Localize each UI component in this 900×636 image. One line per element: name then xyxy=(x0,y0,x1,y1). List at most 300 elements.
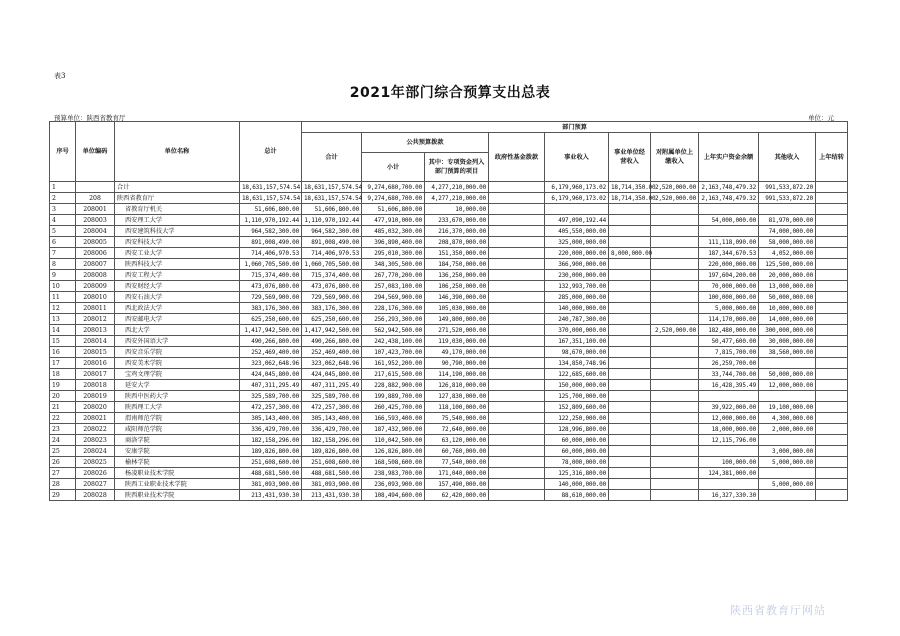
cell-other: 50,000,000.00 xyxy=(759,292,816,303)
cell-gov xyxy=(489,402,545,413)
cell-gov xyxy=(489,413,545,424)
cell-business: 8,000,000.00 xyxy=(609,248,651,259)
cell-seq: 6 xyxy=(50,237,76,248)
cell-seq: 16 xyxy=(50,347,76,358)
cell-code: 208022 xyxy=(76,424,115,435)
cell-code: 208003 xyxy=(76,215,115,226)
cell-total: 325,589,700.00 xyxy=(240,391,302,402)
cell-last xyxy=(816,248,848,259)
cell-name: 西安音乐学院 xyxy=(115,347,240,358)
cell-total: 336,429,700.00 xyxy=(240,424,302,435)
cell-special: 105,030,000.00 xyxy=(425,303,489,314)
cell-career: 98,670,000.00 xyxy=(545,347,609,358)
budget-unit-label: 预算单位：陕西省教育厅 xyxy=(54,114,126,122)
col-header-other-income: 其他收入 xyxy=(759,133,816,182)
table-row xyxy=(50,347,848,358)
table-row xyxy=(50,325,848,336)
cell-balance: 2,163,748,479.32 xyxy=(699,193,759,204)
cell-other: 19,100,000.00 xyxy=(759,402,816,413)
cell-name: 陕西工业职业技术学院 xyxy=(115,479,240,490)
cell-code: 208009 xyxy=(76,281,115,292)
cell-business xyxy=(609,336,651,347)
cell-name: 陕西科技大学 xyxy=(115,259,240,270)
cell-subord xyxy=(651,259,699,270)
table-row xyxy=(50,380,848,391)
cell-subtotal: 18,631,157,574.54 xyxy=(302,182,362,193)
cell-career: 497,090,192.44 xyxy=(545,215,609,226)
cell-special: 233,670,000.00 xyxy=(425,215,489,226)
cell-other: 2,000,000.00 xyxy=(759,424,816,435)
cell-business xyxy=(609,281,651,292)
table-row xyxy=(50,237,848,248)
cell-xiaoji: 161,952,200.00 xyxy=(362,358,425,369)
cell-career: 140,000,000.00 xyxy=(545,303,609,314)
cell-subtotal: 714,406,970.53 xyxy=(302,248,362,259)
cell-business xyxy=(609,402,651,413)
cell-name: 西安工程大学 xyxy=(115,270,240,281)
cell-business xyxy=(609,215,651,226)
cell-code: 208006 xyxy=(76,248,115,259)
cell-special: 77,540,000.00 xyxy=(425,457,489,468)
cell-business xyxy=(609,369,651,380)
cell-subord xyxy=(651,347,699,358)
cell-code: 208 xyxy=(76,193,115,204)
cell-xiaoji: 477,910,000.00 xyxy=(362,215,425,226)
cell-special: 62,420,000.00 xyxy=(425,490,489,501)
cell-seq: 8 xyxy=(50,259,76,270)
cell-code: 208013 xyxy=(76,325,115,336)
table-row xyxy=(50,259,848,270)
cell-gov xyxy=(489,336,545,347)
cell-xiaoji: 396,890,400.00 xyxy=(362,237,425,248)
cell-special: 63,120,000.00 xyxy=(425,435,489,446)
cell-total: 964,582,300.00 xyxy=(240,226,302,237)
cell-other xyxy=(759,490,816,501)
col-header-total: 总计 xyxy=(240,122,302,182)
table-row xyxy=(50,215,848,226)
col-header-career-income: 事业收入 xyxy=(545,133,609,182)
site-watermark: 陕西省教育厅网站 xyxy=(730,604,826,617)
cell-other: 20,000,000.00 xyxy=(759,270,816,281)
cell-last xyxy=(816,358,848,369)
cell-other: 5,000,000.00 xyxy=(759,479,816,490)
table-row xyxy=(50,424,848,435)
cell-name: 西安石油大学 xyxy=(115,292,240,303)
table-tag: 表3 xyxy=(54,72,66,80)
cell-subtotal: 51,606,800.00 xyxy=(302,204,362,215)
cell-xiaoji: 260,425,700.00 xyxy=(362,402,425,413)
cell-code: 208020 xyxy=(76,402,115,413)
cell-subtotal: 891,008,490.00 xyxy=(302,237,362,248)
cell-career: 134,850,748.96 xyxy=(545,358,609,369)
cell-subtotal: 424,045,800.00 xyxy=(302,369,362,380)
cell-total: 715,374,400.00 xyxy=(240,270,302,281)
cell-name: 杨凌职业技术学院 xyxy=(115,468,240,479)
cell-special: 4,277,210,000.00 xyxy=(425,193,489,204)
cell-seq: 29 xyxy=(50,490,76,501)
cell-xiaoji: 562,942,500.00 xyxy=(362,325,425,336)
cell-other: 125,500,000.00 xyxy=(759,259,816,270)
cell-other: 5,000,000.00 xyxy=(759,457,816,468)
cell-other: 81,970,000.00 xyxy=(759,215,816,226)
cell-subtotal: 625,250,600.00 xyxy=(302,314,362,325)
cell-balance: 50,477,600.00 xyxy=(699,336,759,347)
cell-other: 991,533,872.20 xyxy=(759,193,816,204)
cell-business: 18,714,350.00 xyxy=(609,193,651,204)
cell-gov xyxy=(489,204,545,215)
col-header-business-income: 事业单位经营收入 xyxy=(609,133,651,182)
cell-special: 136,250,000.00 xyxy=(425,270,489,281)
cell-subtotal: 729,569,900.00 xyxy=(302,292,362,303)
cell-business xyxy=(609,468,651,479)
cell-subord xyxy=(651,226,699,237)
cell-business xyxy=(609,413,651,424)
cell-balance: 220,000,000.00 xyxy=(699,259,759,270)
cell-seq: 25 xyxy=(50,446,76,457)
cell-career: 240,787,300.00 xyxy=(545,314,609,325)
cell-gov xyxy=(489,380,545,391)
cell-other xyxy=(759,358,816,369)
cell-code: 208010 xyxy=(76,292,115,303)
cell-gov xyxy=(489,314,545,325)
cell-last xyxy=(816,193,848,204)
cell-career: 128,996,800.00 xyxy=(545,424,609,435)
cell-xiaoji: 9,274,680,700.00 xyxy=(362,182,425,193)
cell-career xyxy=(545,204,609,215)
cell-gov xyxy=(489,358,545,369)
cell-total: 383,176,300.00 xyxy=(240,303,302,314)
cell-total: 213,431,930.30 xyxy=(240,490,302,501)
cell-subord xyxy=(651,424,699,435)
cell-name: 西安建筑科技大学 xyxy=(115,226,240,237)
cell-career: 78,000,000.00 xyxy=(545,457,609,468)
table-row xyxy=(50,292,848,303)
cell-xiaoji: 228,882,900.00 xyxy=(362,380,425,391)
cell-last xyxy=(816,402,848,413)
cell-code: 208019 xyxy=(76,391,115,402)
cell-seq: 11 xyxy=(50,292,76,303)
cell-last xyxy=(816,413,848,424)
cell-career: 325,000,000.00 xyxy=(545,237,609,248)
cell-seq: 17 xyxy=(50,358,76,369)
cell-other: 14,000,000.00 xyxy=(759,314,816,325)
cell-seq: 9 xyxy=(50,270,76,281)
cell-balance xyxy=(699,204,759,215)
cell-gov xyxy=(489,435,545,446)
table-row xyxy=(50,314,848,325)
table-row xyxy=(50,358,848,369)
cell-special: 4,277,210,000.00 xyxy=(425,182,489,193)
col-header-subtotal: 合计 xyxy=(302,133,362,182)
cell-xiaoji: 256,293,300.00 xyxy=(362,314,425,325)
cell-gov xyxy=(489,193,545,204)
cell-xiaoji: 238,983,700.00 xyxy=(362,468,425,479)
cell-seq: 10 xyxy=(50,281,76,292)
cell-special: 157,490,000.00 xyxy=(425,479,489,490)
cell-subtotal: 336,429,700.00 xyxy=(302,424,362,435)
cell-code xyxy=(76,182,115,193)
col-header-name: 单位名称 xyxy=(115,122,240,182)
cell-name: 商洛学院 xyxy=(115,435,240,446)
cell-business xyxy=(609,490,651,501)
cell-seq: 19 xyxy=(50,380,76,391)
cell-gov xyxy=(489,281,545,292)
cell-name: 西安工业大学 xyxy=(115,248,240,259)
cell-subord xyxy=(651,457,699,468)
cell-total: 251,608,600.00 xyxy=(240,457,302,468)
cell-balance: 39,922,000.00 xyxy=(699,402,759,413)
cell-name: 陕西职业技术学院 xyxy=(115,490,240,501)
cell-subtotal: 472,257,300.00 xyxy=(302,402,362,413)
cell-xiaoji: 236,093,900.00 xyxy=(362,479,425,490)
cell-total: 625,250,600.00 xyxy=(240,314,302,325)
cell-code: 208015 xyxy=(76,347,115,358)
cell-code: 208026 xyxy=(76,468,115,479)
cell-subord xyxy=(651,468,699,479)
cell-code: 208005 xyxy=(76,237,115,248)
cell-career: 6,179,960,173.02 xyxy=(545,182,609,193)
cell-last xyxy=(816,446,848,457)
cell-balance: 187,344,670.53 xyxy=(699,248,759,259)
cell-special: 171,040,000.00 xyxy=(425,468,489,479)
cell-balance: 26,259,700.00 xyxy=(699,358,759,369)
cell-career: 220,000,000.00 xyxy=(545,248,609,259)
cell-balance: 16,327,330.30 xyxy=(699,490,759,501)
cell-total: 18,631,157,574.54 xyxy=(240,182,302,193)
cell-xiaoji: 108,494,600.00 xyxy=(362,490,425,501)
cell-last xyxy=(816,336,848,347)
cell-xiaoji: 199,889,700.00 xyxy=(362,391,425,402)
cell-name: 西安美术学院 xyxy=(115,358,240,369)
cell-name: 榆林学院 xyxy=(115,457,240,468)
cell-subtotal: 473,076,800.00 xyxy=(302,281,362,292)
cell-name: 西北大学 xyxy=(115,325,240,336)
cell-seq: 18 xyxy=(50,369,76,380)
cell-subtotal: 488,681,500.00 xyxy=(302,468,362,479)
table-row xyxy=(50,446,848,457)
cell-balance: 124,381,000.00 xyxy=(699,468,759,479)
cell-code: 208025 xyxy=(76,457,115,468)
cell-seq: 5 xyxy=(50,226,76,237)
cell-total: 488,681,500.00 xyxy=(240,468,302,479)
cell-seq: 13 xyxy=(50,314,76,325)
col-header-seq: 序号 xyxy=(50,122,76,182)
table-row xyxy=(50,435,848,446)
cell-last xyxy=(816,490,848,501)
col-header-balance: 上年实户资金余额 xyxy=(699,133,759,182)
cell-subtotal: 1,060,705,500.00 xyxy=(302,259,362,270)
cell-total: 424,045,800.00 xyxy=(240,369,302,380)
cell-code: 208007 xyxy=(76,259,115,270)
cell-other: 10,000,000.00 xyxy=(759,303,816,314)
cell-subtotal: 381,093,900.00 xyxy=(302,479,362,490)
currency-unit-label: 单位：元 xyxy=(808,114,834,122)
cell-code: 208021 xyxy=(76,413,115,424)
cell-special: 119,030,000.00 xyxy=(425,336,489,347)
cell-code: 208004 xyxy=(76,226,115,237)
cell-subtotal: 490,266,800.00 xyxy=(302,336,362,347)
cell-balance xyxy=(699,391,759,402)
cell-subord xyxy=(651,435,699,446)
cell-xiaoji: 107,423,700.00 xyxy=(362,347,425,358)
cell-name: 西安科技大学 xyxy=(115,237,240,248)
cell-special: 10,000.00 xyxy=(425,204,489,215)
cell-last xyxy=(816,479,848,490)
cell-total: 18,631,157,574.54 xyxy=(240,193,302,204)
cell-last xyxy=(816,292,848,303)
cell-subtotal: 383,176,300.00 xyxy=(302,303,362,314)
cell-special: 106,250,000.00 xyxy=(425,281,489,292)
table-body xyxy=(50,182,848,501)
cell-other: 4,300,000.00 xyxy=(759,413,816,424)
cell-subtotal: 407,311,295.49 xyxy=(302,380,362,391)
cell-seq: 4 xyxy=(50,215,76,226)
cell-subord xyxy=(651,358,699,369)
cell-balance: 54,000,000.00 xyxy=(699,215,759,226)
cell-career: 125,700,000.00 xyxy=(545,391,609,402)
cell-subord xyxy=(651,380,699,391)
cell-xiaoji: 187,432,900.00 xyxy=(362,424,425,435)
cell-career: 140,000,000.00 xyxy=(545,479,609,490)
cell-total: 407,311,295.49 xyxy=(240,380,302,391)
cell-subtotal: 325,589,700.00 xyxy=(302,391,362,402)
cell-special: 127,830,000.00 xyxy=(425,391,489,402)
cell-gov xyxy=(489,215,545,226)
cell-special: 49,170,000.00 xyxy=(425,347,489,358)
cell-name: 渭南师范学院 xyxy=(115,413,240,424)
cell-special: 114,190,000.00 xyxy=(425,369,489,380)
cell-last xyxy=(816,303,848,314)
col-header-last-year: 上年结转 xyxy=(816,133,848,182)
cell-name: 省教育厅机关 xyxy=(115,204,240,215)
cell-code: 208001 xyxy=(76,204,115,215)
cell-subtotal: 251,608,600.00 xyxy=(302,457,362,468)
cell-xiaoji: 166,593,400.00 xyxy=(362,413,425,424)
cell-special: 151,350,000.00 xyxy=(425,248,489,259)
cell-last xyxy=(816,468,848,479)
cell-code: 208028 xyxy=(76,490,115,501)
cell-career: 285,000,000.00 xyxy=(545,292,609,303)
cell-seq: 15 xyxy=(50,336,76,347)
table-row xyxy=(50,479,848,490)
cell-total: 473,076,800.00 xyxy=(240,281,302,292)
cell-last xyxy=(816,325,848,336)
col-header-gov-fund: 政府性基金拨款 xyxy=(489,133,545,182)
cell-subtotal: 213,431,930.30 xyxy=(302,490,362,501)
cell-xiaoji: 228,176,300.00 xyxy=(362,303,425,314)
budget-table xyxy=(49,121,848,501)
cell-seq: 28 xyxy=(50,479,76,490)
cell-last xyxy=(816,237,848,248)
cell-name: 延安大学 xyxy=(115,380,240,391)
cell-other: 74,000,000.00 xyxy=(759,226,816,237)
cell-gov xyxy=(489,457,545,468)
cell-business xyxy=(609,259,651,270)
cell-career: 6,179,960,173.02 xyxy=(545,193,609,204)
cell-xiaoji: 485,032,300.00 xyxy=(362,226,425,237)
table-row xyxy=(50,490,848,501)
cell-code: 208012 xyxy=(76,314,115,325)
cell-code: 208024 xyxy=(76,446,115,457)
cell-special: 208,870,000.00 xyxy=(425,237,489,248)
page-title: 2021年部门综合预算支出总表 xyxy=(349,85,551,101)
cell-total: 714,406,970.53 xyxy=(240,248,302,259)
cell-other: 4,052,000.00 xyxy=(759,248,816,259)
cell-business xyxy=(609,292,651,303)
cell-subord xyxy=(651,391,699,402)
cell-total: 323,062,648.96 xyxy=(240,358,302,369)
cell-subord xyxy=(651,446,699,457)
cell-seq: 26 xyxy=(50,457,76,468)
cell-career: 88,610,000.00 xyxy=(545,490,609,501)
cell-other: 38,560,000.00 xyxy=(759,347,816,358)
cell-code: 208014 xyxy=(76,336,115,347)
cell-business xyxy=(609,314,651,325)
cell-name: 陕西省教育厅 xyxy=(115,193,240,204)
cell-balance: 70,000,000.00 xyxy=(699,281,759,292)
cell-total: 189,826,800.00 xyxy=(240,446,302,457)
cell-subtotal: 252,469,400.00 xyxy=(302,347,362,358)
cell-special: 146,390,000.00 xyxy=(425,292,489,303)
cell-last xyxy=(816,457,848,468)
cell-subtotal: 715,374,400.00 xyxy=(302,270,362,281)
cell-last xyxy=(816,204,848,215)
cell-subord xyxy=(651,314,699,325)
cell-name: 西安外国语大学 xyxy=(115,336,240,347)
cell-special: 75,540,000.00 xyxy=(425,413,489,424)
cell-gov xyxy=(489,479,545,490)
cell-gov xyxy=(489,182,545,193)
cell-xiaoji: 110,042,500.00 xyxy=(362,435,425,446)
col-header-subordinate-income: 对附属单位上缴收入 xyxy=(651,133,699,182)
cell-subtotal: 1,417,942,500.00 xyxy=(302,325,362,336)
cell-last xyxy=(816,182,848,193)
cell-career: 370,000,000.00 xyxy=(545,325,609,336)
table-header xyxy=(50,122,848,182)
table-row xyxy=(50,270,848,281)
cell-gov xyxy=(489,424,545,435)
cell-business xyxy=(609,347,651,358)
cell-name: 西安邮电大学 xyxy=(115,314,240,325)
cell-total: 51,606,800.00 xyxy=(240,204,302,215)
cell-gov xyxy=(489,347,545,358)
table-row xyxy=(50,468,848,479)
cell-last xyxy=(816,270,848,281)
cell-business xyxy=(609,391,651,402)
cell-subord: 2,520,000.00 xyxy=(651,193,699,204)
cell-total: 182,158,296.00 xyxy=(240,435,302,446)
cell-total: 472,257,300.00 xyxy=(240,402,302,413)
cell-subord xyxy=(651,413,699,424)
cell-subtotal: 964,582,300.00 xyxy=(302,226,362,237)
cell-last xyxy=(816,215,848,226)
cell-subtotal: 18,631,157,574.54 xyxy=(302,193,362,204)
cell-total: 305,143,400.00 xyxy=(240,413,302,424)
cell-total: 1,060,705,500.00 xyxy=(240,259,302,270)
cell-name: 咸阳师范学院 xyxy=(115,424,240,435)
cell-last xyxy=(816,424,848,435)
cell-xiaoji: 242,438,100.00 xyxy=(362,336,425,347)
cell-balance: 16,428,395.49 xyxy=(699,380,759,391)
cell-xiaoji: 9,274,680,700.00 xyxy=(362,193,425,204)
cell-balance: 182,480,000.00 xyxy=(699,325,759,336)
cell-other xyxy=(759,468,816,479)
cell-special: 60,760,000.00 xyxy=(425,446,489,457)
cell-total: 381,093,900.00 xyxy=(240,479,302,490)
cell-subtotal: 305,143,400.00 xyxy=(302,413,362,424)
cell-career: 405,550,000.00 xyxy=(545,226,609,237)
cell-seq: 21 xyxy=(50,402,76,413)
